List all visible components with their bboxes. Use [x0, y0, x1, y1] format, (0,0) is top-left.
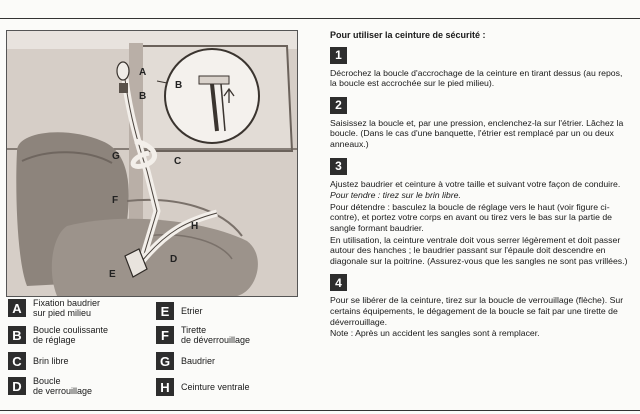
legend-item-h	[156, 378, 250, 396]
step-2	[330, 97, 630, 150]
legend-key-b: B	[8, 326, 26, 344]
figure-label-a: A	[139, 67, 147, 78]
legend-item-g	[156, 352, 215, 370]
legend-text-h: Ceinture ventrale	[181, 382, 250, 392]
legend-key-h: H	[156, 378, 174, 396]
step-3-text-1: Ajustez baudrier et ceinture à votre taille et suivant votre façon de conduire.	[330, 178, 621, 189]
figure-legend	[8, 298, 308, 406]
step-number-1: 1	[330, 47, 347, 64]
legend-item-f	[156, 325, 250, 345]
step-number-2: 2	[330, 97, 347, 114]
figure-label-d: D	[170, 254, 178, 265]
legend-text-f: Tirette de déverrouillage	[181, 325, 251, 345]
figure-label-b: B	[139, 91, 147, 102]
legend-key-c: C	[8, 352, 26, 370]
step-1-text: Décrochez la boucle d'accrochage de la ceinture en tirant dessus (au repos, la boucle est accrochée sur le pied milieu).	[330, 67, 623, 89]
legend-item-e	[156, 302, 203, 320]
legend-text-d: Boucle de verrouillage	[33, 376, 93, 396]
figure-label-e: E	[109, 269, 116, 280]
seatbelt-diagram-svg	[7, 31, 297, 296]
instructions-title: Pour utiliser la ceinture de sécurité :	[330, 30, 486, 40]
step-1	[330, 47, 630, 89]
figure-label-h: H	[191, 221, 199, 232]
legend-text-b: Boucle coulissante de réglage	[33, 325, 109, 345]
legend-key-f: F	[156, 326, 174, 344]
figure-label-b-detail: B	[175, 80, 183, 91]
step-3-text-4: En utilisation, la ceinture ventrale doit vous serrer légèrement et doit passer autour des hanches ; le baudrier passant sur l'épaule doit descendre en diagonale sur la poitrine. (Assurez-vous que les sangles ne sont pas vrillées.)	[330, 234, 628, 266]
legend-text-a: Fixation baudrier sur pied milieu	[33, 298, 101, 318]
step-3	[330, 158, 630, 267]
figure-label-c: C	[174, 156, 182, 167]
instructions-column	[330, 30, 630, 347]
bottom-rule	[0, 410, 640, 411]
seatbelt-illustration	[6, 30, 298, 297]
legend-text-e: Etrier	[181, 306, 203, 316]
legend-key-d: D	[8, 377, 26, 395]
step-4	[330, 274, 630, 338]
legend-key-a: A	[8, 299, 26, 317]
top-rule	[0, 18, 640, 19]
legend-key-e: E	[156, 302, 174, 320]
step-2-text: Saisissez la boucle et, par une pression, enclenchez-la sur l'étrier. Lâchez la boucle. (Dans le cas d'une banquette, l'étrier est remplacé par un ou deux anneaux.)	[330, 117, 624, 149]
figure-label-g: G	[112, 151, 120, 162]
step-4-text-1: Pour se libérer de la ceinture, tirez sur la boucle de verrouillage (flèche). Sur certains équipements, le dégagement de la boucle se fait par une tirette de déverrouillage.	[330, 295, 624, 327]
legend-item-c	[8, 352, 69, 370]
step-3-text-2: Pour tendre : tirez sur le brin libre.	[330, 190, 461, 201]
step-4-note: Note : Après un accident les sangles sont à remplacer.	[330, 328, 540, 339]
step-number-3: 3	[330, 158, 347, 175]
step-number-4: 4	[330, 274, 347, 291]
legend-item-b	[8, 325, 108, 345]
legend-text-g: Baudrier	[181, 356, 216, 366]
legend-item-a	[8, 298, 100, 318]
figure-label-f: F	[112, 195, 119, 206]
legend-text-c: Brin libre	[33, 356, 69, 366]
legend-item-d	[8, 376, 92, 396]
legend-key-g: G	[156, 352, 174, 370]
step-3-text-3: Pour détendre : basculez la boucle de réglage vers le haut (voir figure ci-contre), et portez votre corps en avant ou tirez vers le bas sur la partie de sangle formant baudrier.	[330, 201, 613, 233]
